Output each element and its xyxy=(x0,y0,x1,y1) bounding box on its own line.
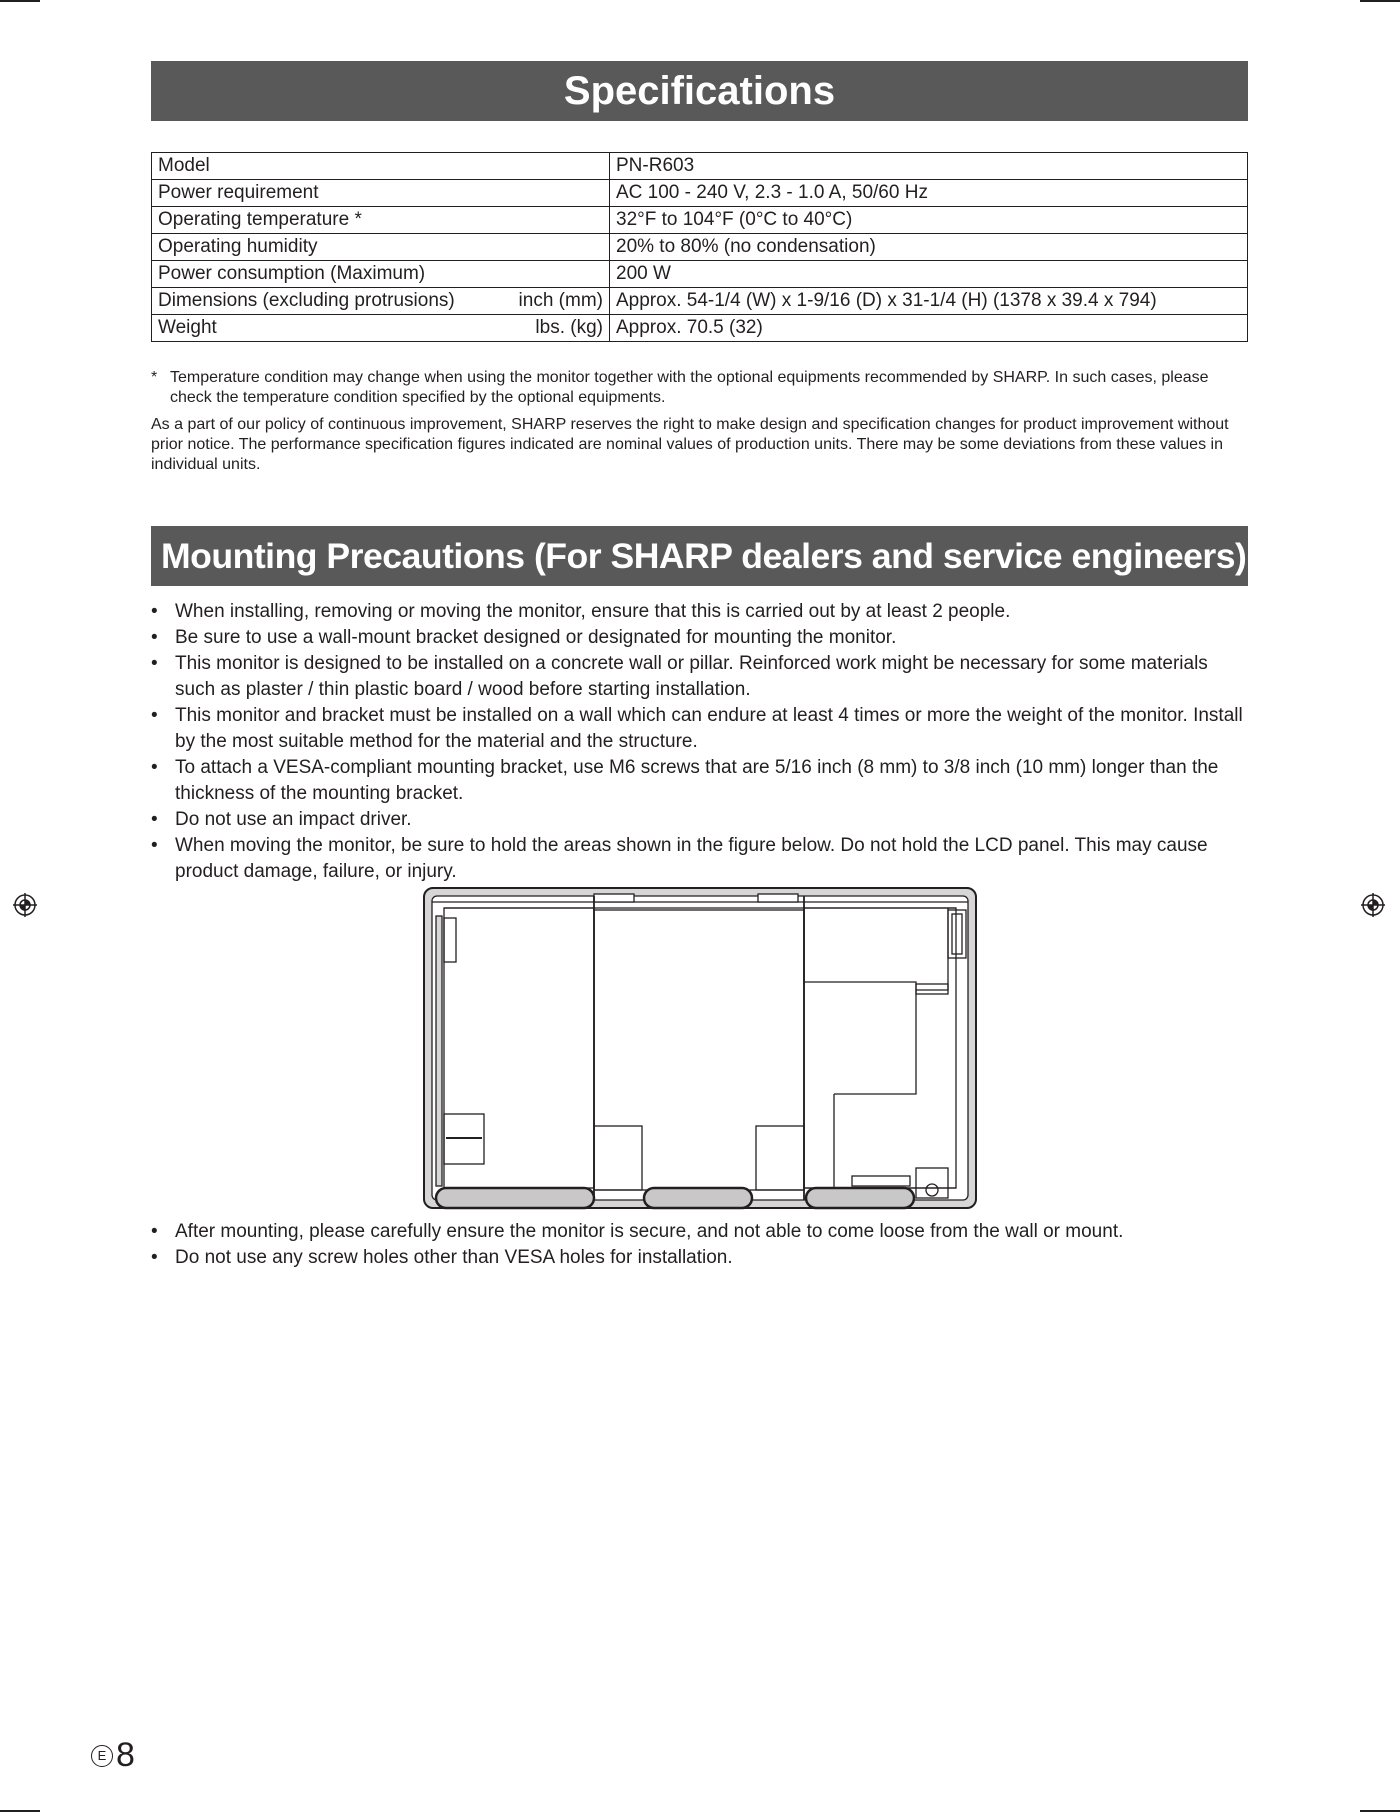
mounting-bullets xyxy=(151,599,1251,885)
crop-mark xyxy=(1360,0,1400,2)
page-number-value: 8 xyxy=(116,1736,135,1774)
language-mark: E xyxy=(91,1745,113,1767)
table-row xyxy=(152,288,1248,315)
table-row xyxy=(152,180,1248,207)
specifications-heading: Specifications xyxy=(151,61,1248,121)
spec-label: Model xyxy=(152,153,610,180)
list-item: • When installing, removing or moving the monitor, ensure that this is carried out by at least 2 people. xyxy=(151,599,1251,625)
spec-value: Approx. 70.5 (32) xyxy=(610,315,1248,342)
spec-value: Approx. 54-1/4 (W) x 1-9/16 (D) x 31-1/4 (H) (1378 x 39.4 x 794) xyxy=(610,288,1248,315)
table-row xyxy=(152,261,1248,288)
spec-label: Operating temperature * xyxy=(152,207,610,234)
registration-mark-icon xyxy=(13,893,37,917)
spec-label: Operating humidity xyxy=(152,234,610,261)
spec-label: Power consumption (Maximum) xyxy=(152,261,610,288)
footnote-text: Temperature condition may change when using the monitor together with the optional equipments recommended by SHARP. In such cases, please check the temperature condition specified by the optional equipments. xyxy=(170,369,1209,406)
list-item: • This monitor is designed to be installed on a concrete wall or pillar. Reinforced work might be necessary for some materials such as plaster / thin plastic board / wood before starting installation. xyxy=(151,651,1251,703)
list-item: • To attach a VESA-compliant mounting bracket, use M6 screws that are 5/16 inch (8 mm) to 3/8 inch (10 mm) longer than the thickness of the mounting bracket. xyxy=(151,755,1251,807)
footnote xyxy=(151,368,1251,408)
page-number xyxy=(91,1736,135,1775)
spec-label: Power requirement xyxy=(152,180,610,207)
policy-text: As a part of our policy of continuous improvement, SHARP reserves the right to make design and specification changes for product improvement without prior notice. The performance specification figures indicated are nominal values of production units. There may be some deviations from these values in individual units. xyxy=(151,416,1229,473)
spec-value: PN-R603 xyxy=(610,153,1248,180)
table-row xyxy=(152,315,1248,342)
crop-mark xyxy=(0,1810,40,1812)
monitor-rear-diagram xyxy=(422,886,978,1210)
list-item: • Do not use any screw holes other than VESA holes for installation. xyxy=(151,1245,1251,1271)
list-item: • Be sure to use a wall-mount bracket designed or designated for mounting the monitor. xyxy=(151,625,1251,651)
footnote-mark: * xyxy=(151,369,158,386)
spec-value: 20% to 80% (no condensation) xyxy=(610,234,1248,261)
list-item: • This monitor and bracket must be installed on a wall which can endure at least 4 times or more the weight of the monitor. Install by the most suitable method for the material and the structure. xyxy=(151,703,1251,755)
crop-mark xyxy=(0,0,40,2)
spec-label: Weight lbs. (kg) xyxy=(152,315,610,342)
mounting-heading: Mounting Precautions (For SHARP dealers and service engineers) xyxy=(151,526,1248,586)
table-row xyxy=(152,207,1248,234)
specifications-table xyxy=(151,152,1248,342)
list-item: • Do not use an impact driver. xyxy=(151,807,1251,833)
spec-value: 200 W xyxy=(610,261,1248,288)
table-row xyxy=(152,234,1248,261)
crop-mark xyxy=(1360,1810,1400,1812)
registration-mark-icon xyxy=(1361,893,1385,917)
spec-value: AC 100 - 240 V, 2.3 - 1.0 A, 50/60 Hz xyxy=(610,180,1248,207)
list-item: • After mounting, please carefully ensure the monitor is secure, and not able to come loose from the wall or mount. xyxy=(151,1219,1251,1245)
mounting-bullets-after xyxy=(151,1219,1251,1271)
list-item: • When moving the monitor, be sure to hold the areas shown in the figure below. Do not hold the LCD panel. This may cause product damage, failure, or injury. xyxy=(151,833,1251,885)
spec-label: Dimensions (excluding protrusions) inch (mm) xyxy=(152,288,610,315)
table-row xyxy=(152,153,1248,180)
spec-value: 32°F to 104°F (0°C to 40°C) xyxy=(610,207,1248,234)
